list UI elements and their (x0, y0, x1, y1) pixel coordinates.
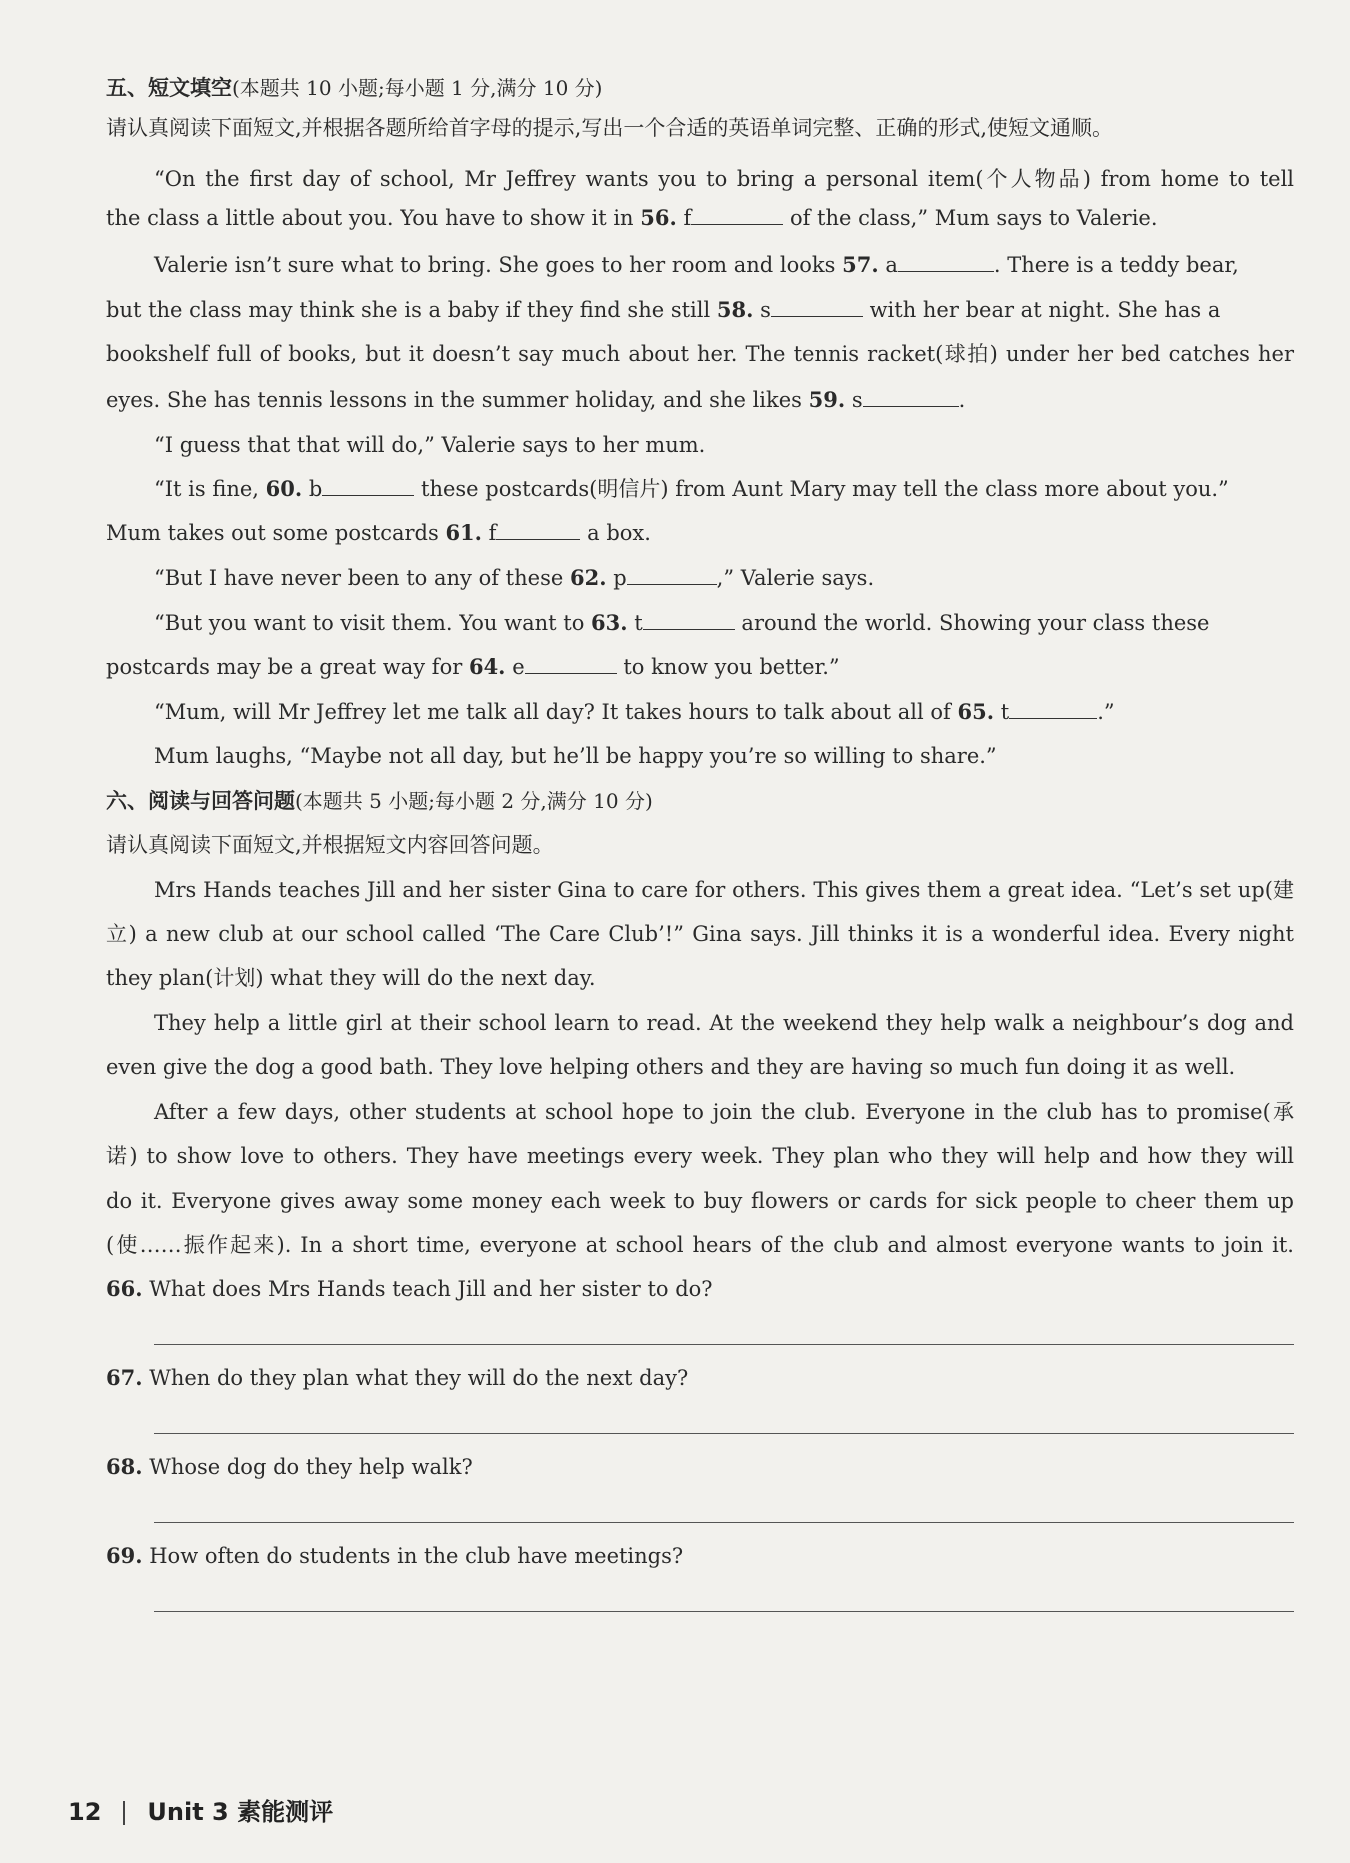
page-footer (68, 1792, 333, 1827)
s5-paragraph-line: “It is fine, 60. b these postcards(明信片) from Aunt Mary may tell the class more about you.” (154, 476, 1229, 501)
answer-blank-60[interactable] (322, 477, 414, 496)
question-66: 66. What does Mrs Hands teach Jill and her sister to do? (106, 1276, 713, 1301)
s5-paragraph-line: the class a little about you. You have to show it in 56. f of the class,” Mum says to Valerie. (106, 205, 1158, 230)
s6-paragraph-line: even give the dog a good bath. They love helping others and they are having so much fun doing it as well. (106, 1055, 1236, 1079)
s6-paragraph-line: 立) a new club at our school called ‘The Care Club’!” Gina says. Jill thinks it is a wonderful idea. Every night (106, 922, 1294, 946)
question-69: 69. How often do students in the club have meetings? (106, 1543, 684, 1568)
answer-blank-59[interactable] (863, 388, 959, 407)
s5-paragraph-line: “But you want to visit them. You want to 63. t around the world. Showing your class these (154, 610, 1210, 635)
answer-blank-62[interactable] (627, 566, 717, 585)
s5-paragraph-line: postcards may be a great way for 64. e to know you better.” (106, 654, 840, 679)
answer-line-67[interactable] (154, 1433, 1294, 1434)
s5-paragraph-line: “Mum, will Mr Jeffrey let me talk all day? It takes hours to talk about all of 65. t .” (154, 699, 1115, 724)
answer-blank-63[interactable] (643, 611, 735, 630)
s5-paragraph-line: “But I have never been to any of these 62. p ,” Valerie says. (154, 565, 875, 590)
answer-blank-56[interactable] (691, 206, 783, 225)
s5-paragraph-line: “On the first day of school, Mr Jeffrey wants you to bring a personal item(个人物品) from home to tell (154, 167, 1294, 191)
s5-paragraph-line: but the class may think she is a baby if they find she still 58. s with her bear at night. She has a (106, 297, 1221, 322)
s5-paragraph-line: Mum laughs, “Maybe not all day, but he’ll be happy you’re so willing to share.” (154, 744, 997, 768)
s6-paragraph-line: They help a little girl at their school learn to read. At the weekend they help walk a neighbour’s dog and (154, 1011, 1294, 1035)
section5-title: 五、短文填空(本题共 10 小题;每小题 1 分,满分 10 分) (106, 75, 603, 100)
s5-paragraph-line: “I guess that that will do,” Valerie says to her mum. (154, 433, 706, 457)
answer-blank-64[interactable] (525, 655, 617, 674)
s6-paragraph-line: (使……振作起来). In a short time, everyone at school hears of the club and almost everyone wants to join it. (106, 1233, 1294, 1257)
s5-paragraph-line: eyes. She has tennis lessons in the summer holiday, and she likes 59. s . (106, 387, 966, 412)
s6-paragraph-line: they plan(计划) what they will do the next day. (106, 966, 596, 990)
page-number: 12 (68, 1798, 102, 1826)
answer-line-69[interactable] (154, 1611, 1294, 1612)
unit-title: Unit 3 素能测评 (147, 1798, 334, 1826)
section5-instruction: 请认真阅读下面短文,并根据各题所给首字母的提示,写出一个合适的英语单词完整、正确的形式,使短文通顺。 (106, 116, 1114, 140)
section6-instruction: 请认真阅读下面短文,并根据短文内容回答问题。 (106, 833, 554, 857)
question-67: 67. When do they plan what they will do the next day? (106, 1365, 689, 1390)
answer-line-68[interactable] (154, 1522, 1294, 1523)
answer-blank-65[interactable] (1009, 700, 1097, 719)
footer-divider (123, 1801, 125, 1825)
s6-paragraph-line: 诺) to show love to others. They have meetings every week. They plan who they will help and how they will (106, 1144, 1294, 1168)
s6-paragraph-line: do it. Everyone gives away some money each week to buy flowers or cards for sick people to cheer them up (106, 1189, 1294, 1213)
answer-blank-57[interactable] (898, 253, 994, 272)
s5-paragraph-line: Mum takes out some postcards 61. f a box. (106, 520, 651, 545)
section6-title: 六、阅读与回答问题(本题共 5 小题;每小题 2 分,满分 10 分) (106, 788, 653, 813)
answer-blank-61[interactable] (496, 521, 580, 540)
s6-paragraph-line: After a few days, other students at school hope to join the club. Everyone in the club has to promise(承 (154, 1100, 1294, 1124)
s5-paragraph-line: Valerie isn’t sure what to bring. She goes to her room and looks 57. a . There is a teddy bear, (154, 252, 1239, 277)
answer-line-66[interactable] (154, 1344, 1294, 1345)
s5-paragraph-line: bookshelf full of books, but it doesn’t say much about her. The tennis racket(球拍) under her bed catches her (106, 342, 1294, 366)
s6-paragraph-line: Mrs Hands teaches Jill and her sister Gina to care for others. This gives them a great idea. “Let’s set up(建 (154, 878, 1294, 902)
answer-blank-58[interactable] (771, 298, 863, 317)
question-68: 68. Whose dog do they help walk? (106, 1454, 473, 1479)
